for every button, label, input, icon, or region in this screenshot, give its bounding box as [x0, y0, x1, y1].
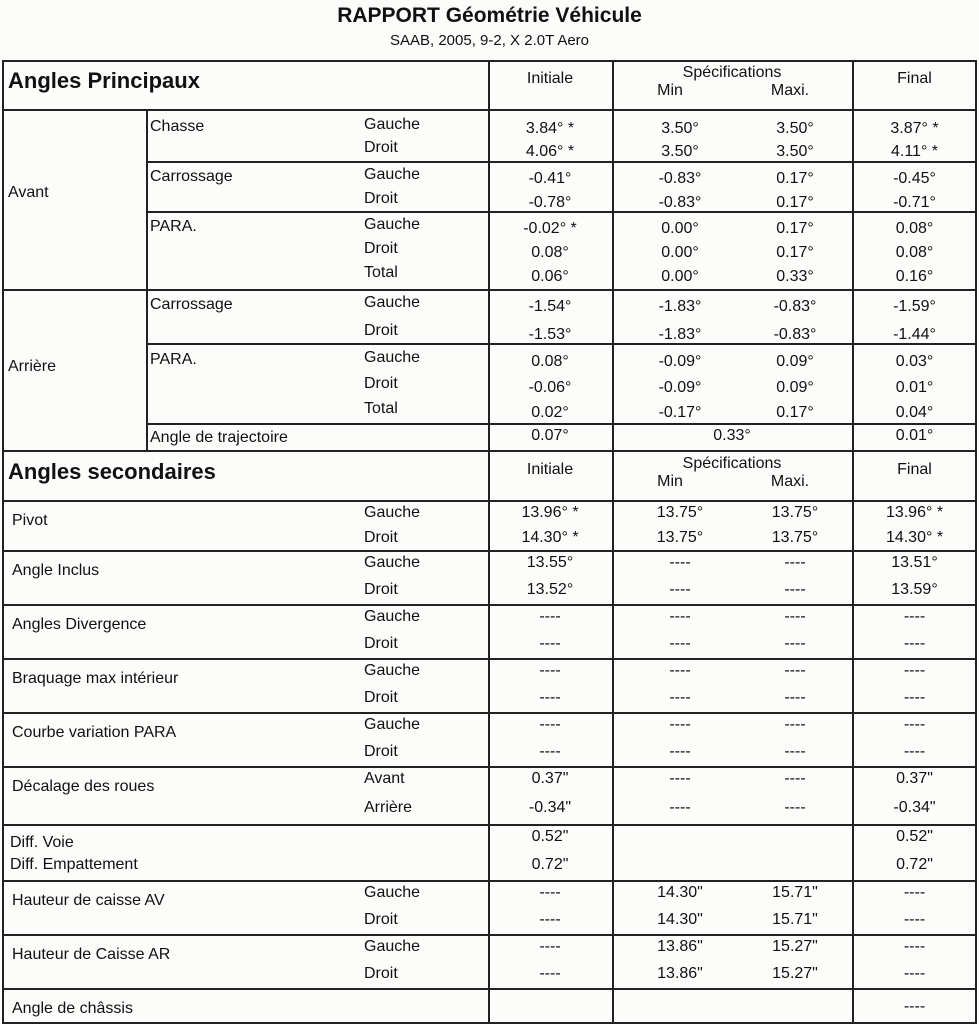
spec-min-value: 13.86" [657, 965, 703, 982]
spec-min-value: ---- [669, 799, 691, 816]
initiale-value: ---- [539, 743, 561, 760]
spec-min-value: -0.09° [658, 379, 702, 396]
spec-min-value: 0.00° [661, 220, 699, 237]
spec-min-value: ---- [669, 662, 691, 679]
spec-min-value: ---- [669, 689, 691, 706]
group-label: Carrossage [150, 296, 233, 313]
spec-min-value: -0.83° [658, 194, 702, 211]
side-label: Total [364, 400, 398, 417]
initiale-value: 0.07° [531, 427, 569, 444]
spec-maxi-value: ---- [784, 581, 806, 598]
initiale-value: 0.06° [531, 268, 569, 285]
side-label: Avant [364, 770, 405, 787]
side-label: Gauche [364, 884, 421, 901]
spec-value: 0.33° [713, 427, 751, 444]
header-min: Min [657, 82, 683, 99]
side-label: Gauche [364, 504, 421, 521]
angle-trajectoire-label: Angle de trajectoire [150, 429, 288, 446]
section-arriere: Arrière [8, 358, 57, 375]
header-min: Min [657, 473, 683, 490]
final-value: 0.01° [895, 427, 934, 444]
final-value: 0.16° [895, 268, 934, 285]
spec-min-value: ---- [669, 554, 691, 571]
initiale-value: ---- [539, 689, 561, 706]
table-left-border [2, 60, 4, 1022]
row-divider [146, 211, 977, 213]
initiale-value: 0.72" [531, 856, 569, 873]
group-label: Angles Divergence [12, 616, 147, 633]
side-label: Droit [364, 322, 398, 339]
spec-min-value: -1.83° [658, 298, 702, 315]
final-value: 14.30° * [885, 529, 944, 546]
group-label: Hauteur de Caisse AR [12, 946, 171, 963]
group-divider [2, 766, 977, 768]
row-divider [146, 343, 977, 345]
final-value: ---- [903, 938, 926, 955]
initiale-value: 0.52" [531, 828, 569, 845]
header-specifications: Spécifications [682, 455, 782, 472]
initiale-value: -1.54° [528, 298, 572, 315]
side-label: Droit [364, 240, 398, 257]
group-label: Carrossage [150, 168, 233, 185]
final-value: ---- [903, 743, 926, 760]
final-value: 0.52" [896, 828, 933, 845]
spec-min-value: -1.83° [658, 326, 702, 343]
side-label: Gauche [364, 608, 421, 625]
group-label: Diff. Empattement [10, 856, 138, 873]
group-divider [2, 824, 977, 826]
initiale-value: ---- [539, 608, 561, 625]
spec-maxi-value: 3.50° [776, 120, 814, 137]
spec-min-value: ---- [669, 581, 691, 598]
group-divider [2, 604, 977, 606]
header-divider [2, 109, 977, 111]
final-value: -0.34" [893, 799, 936, 816]
final-value: ---- [903, 635, 926, 652]
section-title-principaux: Angles Principaux [8, 68, 200, 93]
initiale-value: ---- [539, 662, 561, 679]
initiale-value: 0.08° [531, 353, 569, 370]
spec-maxi-value: 0.17° [776, 220, 814, 237]
group-label: PARA. [150, 218, 197, 235]
final-value: ---- [903, 716, 926, 733]
header-final: Final [897, 70, 932, 87]
column-divider [612, 60, 614, 1022]
spec-maxi-value: 0.09° [776, 379, 814, 396]
spec-maxi-value: ---- [784, 662, 806, 679]
initiale-value: 0.37" [531, 770, 569, 787]
side-label: Gauche [364, 116, 421, 133]
spec-maxi-value: ---- [784, 635, 806, 652]
group-label: Angle de châssis [12, 1000, 133, 1017]
section-divider [2, 450, 977, 452]
final-value: -0.45° [893, 170, 936, 187]
spec-maxi-value: 0.17° [776, 170, 814, 187]
spec-min-value: -0.83° [658, 170, 702, 187]
spec-min-value: 13.75° [656, 504, 704, 521]
initiale-value: -0.41° [528, 170, 572, 187]
final-value: 13.51° [891, 554, 938, 571]
final-value: 13.59° [891, 581, 938, 598]
spec-maxi-value: ---- [784, 770, 806, 787]
initiale-value: 13.52° [526, 581, 574, 598]
initiale-value: -0.34" [528, 799, 572, 816]
group-label: Courbe variation PARA [12, 724, 177, 741]
group-divider [2, 934, 977, 936]
final-value: -1.44° [893, 326, 936, 343]
spec-maxi-value: -0.83° [773, 298, 817, 315]
initiale-value: ---- [539, 938, 561, 955]
spec-maxi-value: ---- [784, 608, 806, 625]
spec-maxi-value: 15.71" [772, 911, 818, 928]
spec-min-value: ---- [669, 716, 691, 733]
spec-min-value: 13.86" [657, 938, 703, 955]
side-label: Droit [364, 529, 398, 546]
side-label: Droit [364, 911, 398, 928]
header-maxi: Maxi. [770, 82, 810, 99]
final-value: ---- [903, 689, 926, 706]
row-divider [146, 161, 977, 163]
report-title: RAPPORT Géométrie Véhicule [337, 4, 642, 27]
spec-maxi-value: 0.17° [776, 404, 814, 421]
spec-maxi-value: 13.75° [771, 504, 819, 521]
final-value: 0.37" [896, 770, 933, 787]
header-divider [2, 500, 977, 502]
final-value: 0.72" [896, 856, 933, 873]
side-label: Droit [364, 689, 398, 706]
group-divider [2, 712, 977, 714]
initiale-value: -0.78° [528, 194, 572, 211]
initiale-value: 3.84° * [525, 120, 575, 137]
spec-maxi-value: 15.71" [772, 884, 818, 901]
final-value: ---- [903, 998, 926, 1015]
row-divider [146, 423, 977, 425]
spec-min-value: -0.09° [658, 353, 702, 370]
group-label: Hauteur de caisse AV [12, 892, 165, 909]
spec-min-value: ---- [669, 635, 691, 652]
side-label: Droit [364, 635, 398, 652]
group-label: Décalage des roues [12, 778, 155, 795]
section-avant: Avant [8, 184, 49, 201]
spec-maxi-value: ---- [784, 554, 806, 571]
initiale-value: ---- [539, 716, 561, 733]
side-label: Droit [364, 965, 398, 982]
group-divider [2, 550, 977, 552]
header-initiale: Initiale [526, 461, 574, 478]
initiale-value: ---- [539, 911, 561, 928]
initiale-value: -1.53° [528, 326, 572, 343]
final-value: 0.01° [895, 379, 934, 396]
spec-maxi-value: 15.27" [772, 938, 818, 955]
spec-maxi-value: 3.50° [776, 143, 814, 160]
group-label: Angle Inclus [12, 562, 100, 579]
initiale-value: ---- [539, 635, 561, 652]
section-title-secondaires: Angles secondaires [8, 459, 216, 484]
spec-min-value: ---- [669, 770, 691, 787]
row-divider [2, 289, 977, 291]
spec-min-value: 3.50° [661, 120, 699, 137]
final-value: ---- [903, 884, 926, 901]
spec-min-value: 3.50° [661, 143, 699, 160]
report-subtitle: SAAB, 2005, 9-2, X 2.0T Aero [389, 32, 589, 49]
initiale-value: 13.96° * [521, 504, 579, 521]
initiale-value: ---- [539, 884, 561, 901]
side-label: Droit [364, 743, 398, 760]
spec-maxi-value: 0.33° [776, 268, 814, 285]
spec-min-value: -0.17° [658, 404, 702, 421]
final-value: -0.71° [893, 194, 936, 211]
initiale-value: 14.30° * [521, 529, 579, 546]
side-label: Droit [364, 190, 398, 207]
spec-min-value: 14.30" [657, 911, 703, 928]
final-value: 0.04° [895, 404, 934, 421]
initiale-value: 0.08° [531, 244, 569, 261]
initiale-value: -0.02° * [523, 220, 577, 237]
final-value: -1.59° [893, 298, 936, 315]
spec-maxi-value: ---- [784, 716, 806, 733]
header-initiale: Initiale [526, 70, 574, 87]
final-value: 0.08° [895, 244, 934, 261]
spec-maxi-value: ---- [784, 689, 806, 706]
initiale-value: -0.06° [528, 379, 572, 396]
final-value: ---- [903, 608, 926, 625]
spec-maxi-value: 13.75° [771, 529, 819, 546]
side-label: Gauche [364, 554, 421, 571]
initiale-value: ---- [539, 965, 561, 982]
group-divider [2, 988, 977, 990]
side-label: Gauche [364, 216, 421, 233]
final-value: 3.87° * [890, 120, 939, 137]
group-label: Diff. Voie [10, 834, 74, 851]
spec-maxi-value: ---- [784, 799, 806, 816]
final-value: 13.96° * [885, 504, 944, 521]
spec-min-value: ---- [669, 608, 691, 625]
final-value: 0.03° [895, 353, 934, 370]
side-label: Droit [364, 139, 398, 156]
side-label: Droit [364, 375, 398, 392]
side-label: Droit [364, 581, 398, 598]
side-label: Gauche [364, 716, 421, 733]
group-label: Braquage max intérieur [12, 670, 179, 687]
initiale-value: 0.02° [531, 404, 569, 421]
spec-maxi-value: 15.27" [772, 965, 818, 982]
spec-min-value: ---- [669, 743, 691, 760]
header-specifications: Spécifications [682, 64, 782, 81]
group-divider [2, 880, 977, 882]
side-label: Total [364, 264, 398, 281]
final-value: 0.08° [895, 220, 934, 237]
spec-maxi-value: 0.09° [776, 353, 814, 370]
group-label: Pivot [12, 512, 48, 529]
side-label: Gauche [364, 294, 421, 311]
final-value: 4.11° * [890, 143, 939, 160]
spec-maxi-value: ---- [784, 743, 806, 760]
side-label: Gauche [364, 938, 421, 955]
group-divider [2, 658, 977, 660]
side-label: Gauche [364, 166, 421, 183]
spec-min-value: 0.00° [661, 268, 699, 285]
spec-min-value: 14.30" [657, 884, 703, 901]
spec-min-value: 13.75° [656, 529, 704, 546]
side-label: Arrière [364, 799, 413, 816]
side-label: Gauche [364, 349, 421, 366]
initiale-value: 13.55° [526, 554, 574, 571]
spec-maxi-value: 0.17° [776, 244, 814, 261]
header-final: Final [897, 461, 932, 478]
final-value: ---- [903, 662, 926, 679]
final-value: ---- [903, 965, 926, 982]
group-label: PARA. [150, 351, 197, 368]
spec-maxi-value: -0.83° [773, 326, 817, 343]
initiale-value: 4.06° * [525, 143, 575, 160]
spec-min-value: 0.00° [661, 244, 699, 261]
spec-maxi-value: 0.17° [776, 194, 814, 211]
header-maxi: Maxi. [770, 473, 810, 490]
group-label: Chasse [150, 118, 205, 135]
final-value: ---- [903, 911, 926, 928]
side-label: Gauche [364, 662, 421, 679]
